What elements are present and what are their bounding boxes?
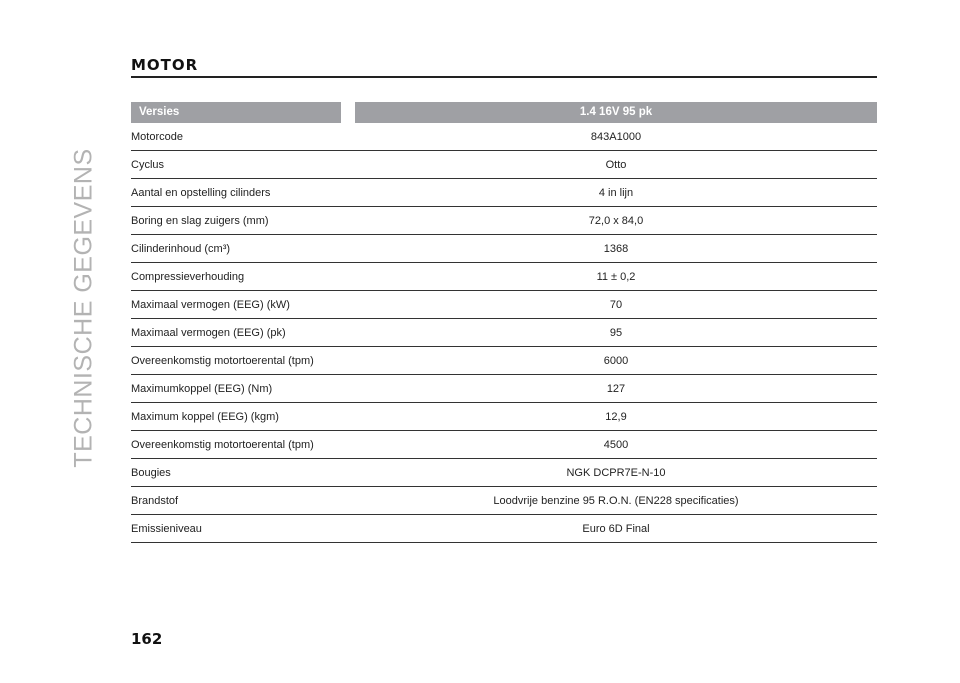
row-label: Overeenkomstig motortoerental (tpm) [131, 355, 314, 367]
row-label: Compressieverhouding [131, 271, 245, 283]
table-row [131, 487, 877, 515]
row-value: 1368 [603, 243, 629, 255]
table-row [131, 207, 877, 235]
header-version-value: 1.4 16V 95 pk [355, 102, 877, 123]
page-number: 162 [131, 630, 163, 648]
table-row [131, 179, 877, 207]
table-row [131, 263, 877, 291]
row-value: 843A1000 [590, 131, 642, 143]
table-row [131, 347, 877, 375]
row-label: Overeenkomstig motortoerental (tpm) [131, 439, 314, 451]
row-value: NGK DCPR7E-N-10 [566, 467, 666, 479]
row-value: 95 [609, 327, 623, 339]
row-label: Motorcode [131, 131, 183, 143]
table-row [131, 235, 877, 263]
row-label: Boring en slag zuigers (mm) [131, 215, 269, 227]
spec-table [131, 102, 877, 543]
row-value: Otto [605, 159, 627, 171]
table-body [131, 123, 877, 543]
row-label: Maximumkoppel (EEG) (Nm) [131, 383, 273, 395]
side-chapter-title-text: TECHNISCHE GEGEVENS [69, 148, 98, 468]
row-value: 11 ± 0,2 [596, 271, 636, 283]
table-row [131, 459, 877, 487]
row-label: Emissieniveau [131, 523, 202, 535]
row-value: Euro 6D Final [582, 523, 650, 535]
row-value: Loodvrije benzine 95 R.O.N. (EN228 specificaties) [493, 495, 739, 507]
table-row [131, 291, 877, 319]
row-label: Bougies [131, 467, 171, 479]
row-value: 70 [609, 299, 623, 311]
row-label: Brandstof [131, 495, 179, 507]
table-row [131, 431, 877, 459]
title-rule [131, 76, 877, 78]
table-row [131, 151, 877, 179]
table-row [131, 403, 877, 431]
row-value: 6000 [603, 355, 629, 367]
table-row [131, 515, 877, 543]
table-header [131, 102, 877, 123]
table-row [131, 123, 877, 151]
header-versions-label: Versies [131, 102, 341, 123]
row-label: Cyclus [131, 159, 165, 171]
row-value: 72,0 x 84,0 [588, 215, 644, 227]
table-row [131, 375, 877, 403]
row-value: 12,9 [605, 411, 627, 423]
row-label: Aantal en opstelling cilinders [131, 187, 271, 199]
row-label: Maximum koppel (EEG) (kgm) [131, 411, 279, 423]
section-title: MOTOR [131, 56, 199, 74]
row-value: 4500 [603, 439, 629, 451]
row-value: 127 [606, 383, 626, 395]
table-row [131, 319, 877, 347]
row-value: 4 in lijn [598, 187, 634, 199]
row-label: Cilinderinhoud (cm³) [131, 243, 231, 255]
row-label: Maximaal vermogen (EEG) (kW) [131, 299, 290, 311]
row-label: Maximaal vermogen (EEG) (pk) [131, 327, 286, 339]
